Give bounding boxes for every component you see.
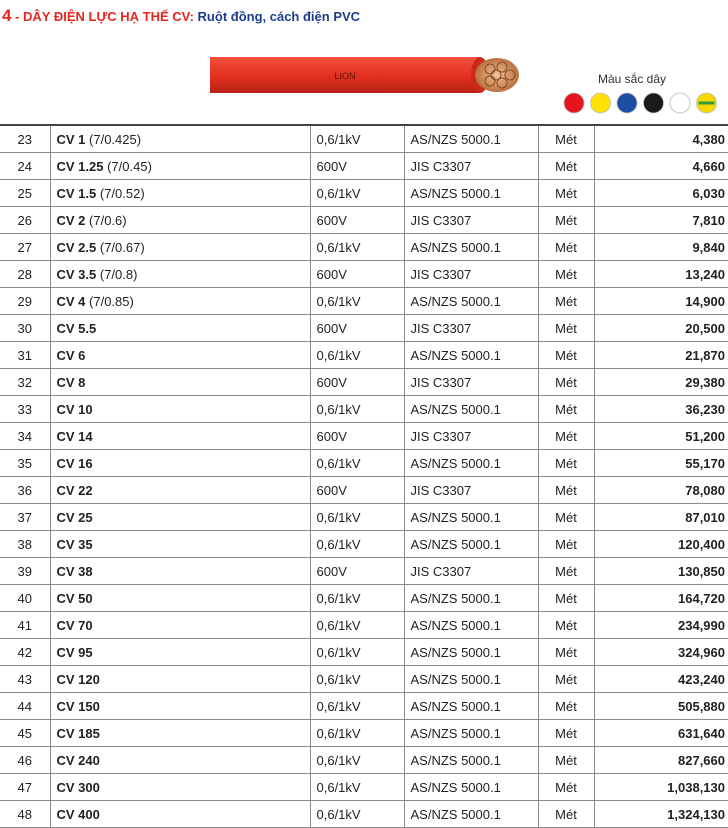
standard-cell: JIS C3307 xyxy=(404,261,538,288)
product-model: CV 25 xyxy=(56,509,93,525)
standard-cell: AS/NZS 5000.1 xyxy=(404,801,538,828)
product-name-cell xyxy=(50,207,310,234)
row-number: 38 xyxy=(0,531,50,558)
row-number: 34 xyxy=(0,423,50,450)
product-spec: (7/0.85) xyxy=(85,293,134,309)
product-model: CV 10 xyxy=(56,401,93,417)
price-cell: 505,880 xyxy=(594,693,728,720)
voltage-cell: 0,6/1kV xyxy=(310,342,404,369)
standard-cell: JIS C3307 xyxy=(404,369,538,396)
price-cell: 324,960 xyxy=(594,639,728,666)
color-swatch-black xyxy=(644,93,664,113)
cable-illustration xyxy=(210,56,525,94)
voltage-cell: 0,6/1kV xyxy=(310,720,404,747)
section-subheading: Ruột đồng, cách điện PVC xyxy=(197,9,361,24)
wire-color-swatches xyxy=(562,92,722,114)
voltage-cell: 600V xyxy=(310,315,404,342)
product-name-cell xyxy=(50,612,310,639)
unit-cell: Mét xyxy=(538,450,594,477)
row-number: 48 xyxy=(0,801,50,828)
table-row xyxy=(0,153,728,180)
table-row xyxy=(0,801,728,828)
product-name-cell xyxy=(50,720,310,747)
price-cell: 14,900 xyxy=(594,288,728,315)
price-cell: 7,810 xyxy=(594,207,728,234)
unit-cell: Mét xyxy=(538,261,594,288)
product-model: CV 35 xyxy=(56,536,93,552)
unit-cell: Mét xyxy=(538,693,594,720)
table-row xyxy=(0,666,728,693)
standard-cell: AS/NZS 5000.1 xyxy=(404,125,538,153)
voltage-cell: 0,6/1kV xyxy=(310,125,404,153)
product-model: CV 70 xyxy=(56,617,93,633)
price-cell: 423,240 xyxy=(594,666,728,693)
price-cell: 87,010 xyxy=(594,504,728,531)
voltage-cell: 0,6/1kV xyxy=(310,747,404,774)
unit-cell: Mét xyxy=(538,558,594,585)
product-model: CV 1 xyxy=(56,131,86,147)
price-cell: 827,660 xyxy=(594,747,728,774)
row-number: 42 xyxy=(0,639,50,666)
row-number: 29 xyxy=(0,288,50,315)
product-model: CV 14 xyxy=(56,428,93,444)
standard-cell: AS/NZS 5000.1 xyxy=(404,180,538,207)
product-name-cell xyxy=(50,531,310,558)
product-name-cell xyxy=(50,585,310,612)
standard-cell: AS/NZS 5000.1 xyxy=(404,612,538,639)
product-name-cell xyxy=(50,423,310,450)
table-row xyxy=(0,612,728,639)
table-row xyxy=(0,531,728,558)
color-swatch-white xyxy=(670,93,690,113)
product-model: CV 240 xyxy=(56,752,100,768)
product-name-cell xyxy=(50,747,310,774)
unit-cell: Mét xyxy=(538,153,594,180)
voltage-cell: 0,6/1kV xyxy=(310,396,404,423)
product-model: CV 4 xyxy=(56,293,86,309)
standard-cell: AS/NZS 5000.1 xyxy=(404,342,538,369)
unit-cell: Mét xyxy=(538,396,594,423)
table-row xyxy=(0,423,728,450)
price-cell: 4,380 xyxy=(594,125,728,153)
table-row xyxy=(0,747,728,774)
row-number: 40 xyxy=(0,585,50,612)
product-name-cell xyxy=(50,288,310,315)
product-name-cell xyxy=(50,504,310,531)
color-swatch-yellow xyxy=(591,93,611,113)
section-heading: DÂY ĐIỆN LỰC HẠ THẾ CV: xyxy=(23,9,198,24)
standard-cell: JIS C3307 xyxy=(404,477,538,504)
voltage-cell: 600V xyxy=(310,153,404,180)
product-model: CV 2 xyxy=(56,212,86,228)
standard-cell: AS/NZS 5000.1 xyxy=(404,774,538,801)
table-row xyxy=(0,207,728,234)
voltage-cell: 600V xyxy=(310,207,404,234)
table-row xyxy=(0,261,728,288)
table-row xyxy=(0,477,728,504)
row-number: 39 xyxy=(0,558,50,585)
product-model: CV 120 xyxy=(56,671,100,687)
section-title xyxy=(2,6,360,26)
product-model: CV 1.25 xyxy=(56,158,104,174)
unit-cell: Mét xyxy=(538,342,594,369)
unit-cell: Mét xyxy=(538,125,594,153)
unit-cell: Mét xyxy=(538,747,594,774)
unit-cell: Mét xyxy=(538,666,594,693)
unit-cell: Mét xyxy=(538,315,594,342)
product-spec: (7/0.45) xyxy=(103,158,152,174)
price-cell: 9,840 xyxy=(594,234,728,261)
price-cell: 234,990 xyxy=(594,612,728,639)
row-number: 35 xyxy=(0,450,50,477)
row-number: 26 xyxy=(0,207,50,234)
standard-cell: AS/NZS 5000.1 xyxy=(404,693,538,720)
table-row xyxy=(0,558,728,585)
row-number: 44 xyxy=(0,693,50,720)
row-number: 36 xyxy=(0,477,50,504)
unit-cell: Mét xyxy=(538,477,594,504)
unit-cell: Mét xyxy=(538,369,594,396)
color-swatch-red xyxy=(564,93,584,113)
table-row xyxy=(0,125,728,153)
product-name-cell xyxy=(50,153,310,180)
color-swatch-yellow-green xyxy=(697,93,717,113)
unit-cell: Mét xyxy=(538,207,594,234)
voltage-cell: 0,6/1kV xyxy=(310,639,404,666)
table-row xyxy=(0,234,728,261)
voltage-cell: 0,6/1kV xyxy=(310,450,404,477)
standard-cell: AS/NZS 5000.1 xyxy=(404,288,538,315)
price-cell: 130,850 xyxy=(594,558,728,585)
product-model: CV 16 xyxy=(56,455,93,471)
product-name-cell xyxy=(50,180,310,207)
row-number: 30 xyxy=(0,315,50,342)
product-model: CV 185 xyxy=(56,725,100,741)
product-model: CV 300 xyxy=(56,779,100,795)
product-name-cell xyxy=(50,261,310,288)
product-name-cell xyxy=(50,774,310,801)
product-name-cell xyxy=(50,125,310,153)
price-cell: 631,640 xyxy=(594,720,728,747)
voltage-cell: 0,6/1kV xyxy=(310,288,404,315)
standard-cell: AS/NZS 5000.1 xyxy=(404,639,538,666)
product-name-cell xyxy=(50,450,310,477)
unit-cell: Mét xyxy=(538,585,594,612)
price-cell: 29,380 xyxy=(594,369,728,396)
product-name-cell xyxy=(50,342,310,369)
price-cell: 55,170 xyxy=(594,450,728,477)
unit-cell: Mét xyxy=(538,180,594,207)
standard-cell: AS/NZS 5000.1 xyxy=(404,450,538,477)
voltage-cell: 600V xyxy=(310,477,404,504)
product-spec: (7/0.6) xyxy=(85,212,127,228)
table-row xyxy=(0,639,728,666)
voltage-cell: 0,6/1kV xyxy=(310,612,404,639)
table-row xyxy=(0,180,728,207)
voltage-cell: 0,6/1kV xyxy=(310,531,404,558)
voltage-cell: 600V xyxy=(310,423,404,450)
standard-cell: AS/NZS 5000.1 xyxy=(404,666,538,693)
product-model: CV 2.5 xyxy=(56,239,97,255)
product-model: CV 400 xyxy=(56,806,100,822)
standard-cell: AS/NZS 5000.1 xyxy=(404,504,538,531)
product-name-cell xyxy=(50,558,310,585)
row-number: 45 xyxy=(0,720,50,747)
table-row xyxy=(0,396,728,423)
row-number: 27 xyxy=(0,234,50,261)
cable-core xyxy=(475,58,519,92)
product-spec: (7/0.67) xyxy=(96,239,145,255)
price-cell: 1,324,130 xyxy=(594,801,728,828)
table-row xyxy=(0,504,728,531)
product-name-cell xyxy=(50,693,310,720)
price-cell: 78,080 xyxy=(594,477,728,504)
price-cell: 36,230 xyxy=(594,396,728,423)
table-row xyxy=(0,693,728,720)
table-row xyxy=(0,585,728,612)
voltage-cell: 0,6/1kV xyxy=(310,585,404,612)
price-table xyxy=(0,124,728,828)
standard-cell: AS/NZS 5000.1 xyxy=(404,585,538,612)
product-model: CV 38 xyxy=(56,563,93,579)
table-row xyxy=(0,342,728,369)
voltage-cell: 0,6/1kV xyxy=(310,774,404,801)
standard-cell: AS/NZS 5000.1 xyxy=(404,531,538,558)
row-number: 25 xyxy=(0,180,50,207)
voltage-cell: 600V xyxy=(310,369,404,396)
product-model: CV 8 xyxy=(56,374,86,390)
product-name-cell xyxy=(50,369,310,396)
price-cell: 164,720 xyxy=(594,585,728,612)
unit-cell: Mét xyxy=(538,423,594,450)
product-model: CV 6 xyxy=(56,347,86,363)
voltage-cell: 0,6/1kV xyxy=(310,234,404,261)
unit-cell: Mét xyxy=(538,801,594,828)
voltage-cell: 0,6/1kV xyxy=(310,666,404,693)
voltage-cell: 0,6/1kV xyxy=(310,801,404,828)
row-number: 23 xyxy=(0,125,50,153)
table-row xyxy=(0,369,728,396)
row-number: 43 xyxy=(0,666,50,693)
product-spec: (7/0.52) xyxy=(96,185,145,201)
row-number: 37 xyxy=(0,504,50,531)
unit-cell: Mét xyxy=(538,720,594,747)
standard-cell: JIS C3307 xyxy=(404,423,538,450)
product-model: CV 50 xyxy=(56,590,93,606)
price-cell: 20,500 xyxy=(594,315,728,342)
row-number: 47 xyxy=(0,774,50,801)
product-model: CV 22 xyxy=(56,482,93,498)
standard-cell: AS/NZS 5000.1 xyxy=(404,747,538,774)
price-cell: 13,240 xyxy=(594,261,728,288)
product-name-cell xyxy=(50,477,310,504)
unit-cell: Mét xyxy=(538,774,594,801)
product-name-cell xyxy=(50,234,310,261)
table-row xyxy=(0,288,728,315)
price-cell: 1,038,130 xyxy=(594,774,728,801)
wire-colors-label: Màu sắc dây xyxy=(598,72,667,86)
unit-cell: Mét xyxy=(538,288,594,315)
standard-cell: JIS C3307 xyxy=(404,315,538,342)
title-dash: - xyxy=(11,9,24,24)
row-number: 41 xyxy=(0,612,50,639)
standard-cell: AS/NZS 5000.1 xyxy=(404,234,538,261)
table-row xyxy=(0,720,728,747)
voltage-cell: 600V xyxy=(310,558,404,585)
row-number: 28 xyxy=(0,261,50,288)
product-spec: (7/0.425) xyxy=(85,131,142,147)
voltage-cell: 0,6/1kV xyxy=(310,693,404,720)
unit-cell: Mét xyxy=(538,234,594,261)
price-cell: 120,400 xyxy=(594,531,728,558)
unit-cell: Mét xyxy=(538,504,594,531)
product-model: CV 1.5 xyxy=(56,185,97,201)
product-name-cell xyxy=(50,639,310,666)
product-name-cell xyxy=(50,396,310,423)
row-number: 33 xyxy=(0,396,50,423)
unit-cell: Mét xyxy=(538,639,594,666)
price-cell: 21,870 xyxy=(594,342,728,369)
voltage-cell: 0,6/1kV xyxy=(310,504,404,531)
product-model: CV 95 xyxy=(56,644,93,660)
standard-cell: JIS C3307 xyxy=(404,558,538,585)
product-model: CV 150 xyxy=(56,698,100,714)
row-number: 32 xyxy=(0,369,50,396)
unit-cell: Mét xyxy=(538,612,594,639)
price-cell: 51,200 xyxy=(594,423,728,450)
voltage-cell: 600V xyxy=(310,261,404,288)
product-model: CV 5.5 xyxy=(56,320,97,336)
price-cell: 6,030 xyxy=(594,180,728,207)
product-name-cell xyxy=(50,315,310,342)
cable-brand-label: LION xyxy=(334,71,356,81)
product-model: CV 3.5 xyxy=(56,266,97,282)
row-number: 31 xyxy=(0,342,50,369)
table-row xyxy=(0,315,728,342)
standard-cell: AS/NZS 5000.1 xyxy=(404,720,538,747)
row-number: 24 xyxy=(0,153,50,180)
standard-cell: JIS C3307 xyxy=(404,207,538,234)
product-name-cell xyxy=(50,666,310,693)
price-cell: 4,660 xyxy=(594,153,728,180)
row-number: 46 xyxy=(0,747,50,774)
color-swatch-blue xyxy=(617,93,637,113)
table-row xyxy=(0,774,728,801)
product-name-cell xyxy=(50,801,310,828)
unit-cell: Mét xyxy=(538,531,594,558)
standard-cell: JIS C3307 xyxy=(404,153,538,180)
table-row xyxy=(0,450,728,477)
section-number: 4 xyxy=(2,6,12,25)
standard-cell: AS/NZS 5000.1 xyxy=(404,396,538,423)
voltage-cell: 0,6/1kV xyxy=(310,180,404,207)
product-spec: (7/0.8) xyxy=(96,266,138,282)
